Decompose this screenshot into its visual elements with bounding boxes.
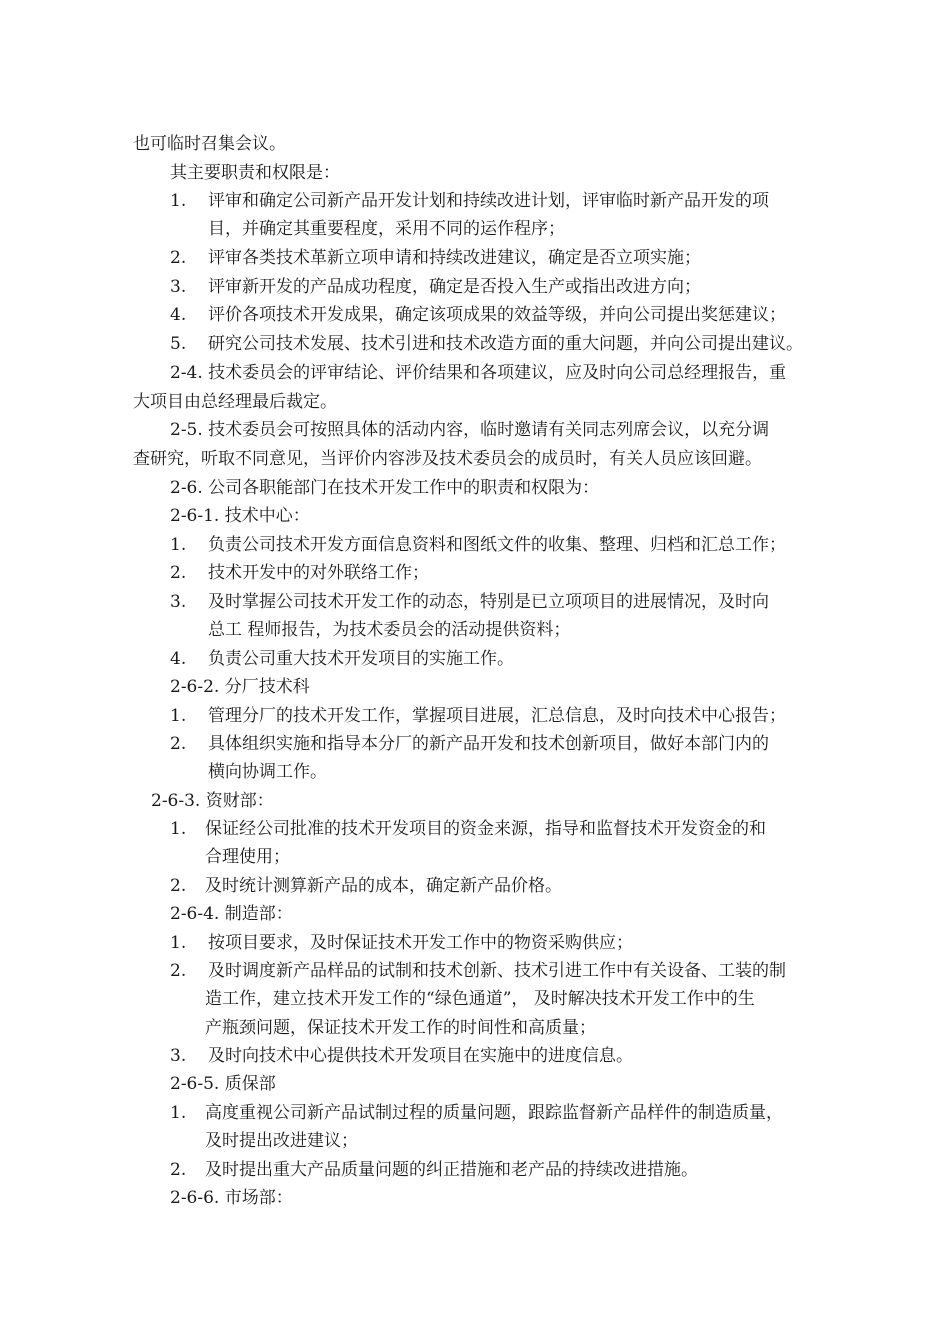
list-item: 及时向技术中心提供技术开发项目在实施中的进度信息。 xyxy=(208,1046,633,1066)
text-line: 及时提出改进建议； xyxy=(205,1131,358,1151)
list-number: 5. xyxy=(170,334,187,354)
section-heading: 2-6-6. 市场部： xyxy=(170,1188,293,1208)
text-line: 目，并确定其重要程度，采用不同的运作程序； xyxy=(208,219,565,239)
text-line: 总工 程师报告，为技术委员会的活动提供资料； xyxy=(208,620,571,640)
list-item: 按项目要求，及时保证技术开发工作中的物资采购供应； xyxy=(208,933,633,953)
text-line: 2-5. 技术委员会可按照具体的活动内容，临时邀请有关同志列席会议，以充分调 xyxy=(170,420,770,440)
list-number: 1. xyxy=(170,819,187,839)
text-line: 也可临时召集会议。 xyxy=(133,134,286,154)
list-number: 2. xyxy=(170,876,187,896)
list-item: 技术开发中的对外联络工作； xyxy=(208,563,429,583)
list-number: 2. xyxy=(170,1160,187,1180)
list-number: 2. xyxy=(170,734,187,754)
list-item: 高度重视公司新产品试制过程的质量问题，跟踪监督新产品样件的制造质量， xyxy=(205,1103,783,1123)
list-number: 1. xyxy=(170,933,187,953)
list-item: 评审各类技术革新立项申请和持续改进建议，确定是否立项实施； xyxy=(208,248,701,268)
list-item: 及时掌握公司技术开发工作的动态，特别是已立项项目的进展情况，及时向 xyxy=(208,592,769,612)
text-line: 横向协调工作。 xyxy=(208,762,327,782)
list-number: 2. xyxy=(170,248,187,268)
section-heading: 2-6-4. 制造部： xyxy=(170,904,293,924)
section-heading: 2-6-1. 技术中心： xyxy=(170,506,310,526)
list-item: 具体组织实施和指导本分厂的新产品开发和技术创新项目，做好本部门内的 xyxy=(208,734,769,754)
list-item: 及时调度新产品样品的试制和技术创新、技术引进工作中有关设备、工装的制 xyxy=(208,961,786,981)
list-number: 1. xyxy=(170,1103,187,1123)
text-line: 大项目由总经理最后裁定。 xyxy=(133,392,337,412)
list-item: 评审和确定公司新产品开发计划和持续改进计划，评审临时新产品开发的项 xyxy=(208,191,769,211)
list-number: 1. xyxy=(170,535,187,555)
list-number: 1. xyxy=(170,706,187,726)
text-line: 查研究，听取不同意见，当评价内容涉及技术委员会的成员时，有关人员应该回避。 xyxy=(133,449,762,469)
list-item: 负责公司技术开发方面信息资料和图纸文件的收集、整理、归档和汇总工作； xyxy=(208,535,786,555)
section-heading: 2-6-2. 分厂技术科 xyxy=(170,677,310,697)
section-heading: 2-6-5. 质保部 xyxy=(170,1074,276,1094)
list-number: 3. xyxy=(170,592,187,612)
list-number: 4. xyxy=(170,305,187,325)
list-number: 3. xyxy=(170,1046,187,1066)
list-number: 4. xyxy=(170,649,187,669)
list-item: 管理分厂的技术开发工作，掌握项目进展，汇总信息，及时向技术中心报告； xyxy=(208,706,786,726)
text-line: 2-6. 公司各职能部门在技术开发工作中的职责和权限为： xyxy=(170,478,600,498)
section-heading: 2-6-3. 资财部： xyxy=(151,791,274,811)
list-item: 及时统计测算新产品的成本，确定新产品价格。 xyxy=(205,876,562,896)
text-line: 合理使用； xyxy=(205,847,290,867)
list-item: 评价各项技术开发成果，确定该项成果的效益等级，并向公司提出奖惩建议； xyxy=(208,305,786,325)
list-item: 评审新开发的产品成功程度，确定是否投入生产或指出改进方向； xyxy=(208,277,701,297)
text-line: 2-4. 技术委员会的评审结论、评价结果和各项建议，应及时向公司总经理报告，重 xyxy=(170,363,787,383)
list-number: 3. xyxy=(170,277,187,297)
list-number: 1. xyxy=(170,191,187,211)
text-line: 其主要职责和权限是： xyxy=(170,163,340,183)
text-line: 产瓶颈问题，保证技术开发工作的时间性和高质量； xyxy=(205,1018,596,1038)
text-line: 造工作，建立技术开发工作的“绿色通道”， 及时解决技术开发工作中的生 xyxy=(205,989,755,1009)
list-item: 研究公司技术发展、技术引进和技术改造方面的重大问题，并向公司提出建议。 xyxy=(208,334,803,354)
list-item: 保证经公司批准的技术开发项目的资金来源，指导和监督技术开发资金的和 xyxy=(205,819,766,839)
list-number: 2. xyxy=(170,961,187,981)
list-item: 及时提出重大产品质量问题的纠正措施和老产品的持续改进措施。 xyxy=(205,1160,698,1180)
list-item: 负责公司重大技术开发项目的实施工作。 xyxy=(208,649,514,669)
list-number: 2. xyxy=(170,563,187,583)
